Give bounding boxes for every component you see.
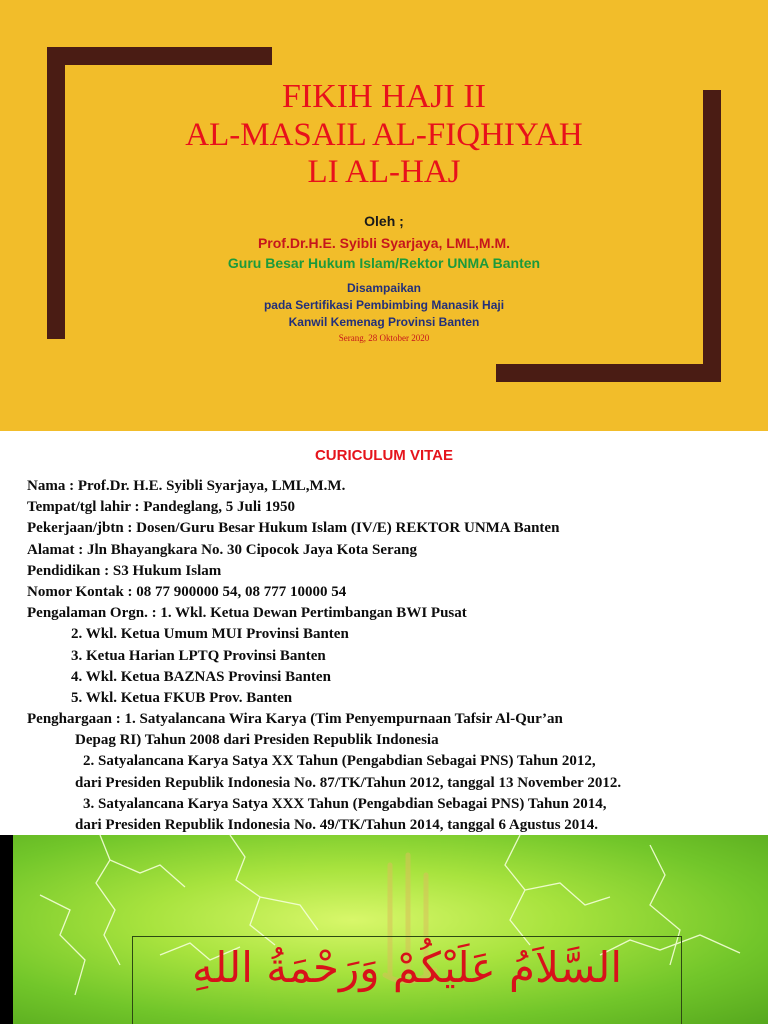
cv-org-5: 5. Wkl. Ketua FKUB Prov. Banten (71, 689, 293, 706)
cv-award-2-cont: dari Presiden Republik Indonesia No. 87/TK/Tahun 2012, tanggal 13 November 2012. (75, 774, 622, 791)
title-line-2: AL-MASAIL AL-FIQHIYAH (185, 117, 583, 153)
cv-award-1-cont: Depag RI) Tahun 2008 dari Presiden Republik Indonesia (75, 732, 439, 749)
event-line-1: pada Sertifikasi Pembimbing Manasik Haji (263, 298, 505, 312)
author-role: Guru Besar Hukum Islam/Rektor UNMA Banten (227, 255, 541, 271)
cv-contact: Nomor Kontak : 08 77 900000 54, 08 777 10000 54 (27, 583, 347, 600)
cv-award-1: Penghargaan : 1. Satyalancana Wira Karya (Tim Penyempurnaan Tafsir Al-Qur’an (27, 711, 563, 728)
cv-award-3-cont: dari Presiden Republik Indonesia No. 49/TK/Tahun 2014, tanggal 6 Agustus 2014. (75, 817, 599, 833)
left-bracket-horizontal (47, 47, 272, 65)
title-line-3: LI AL-HAJ (307, 154, 461, 190)
author-name: Prof.Dr.H.E. Syibli Syarjaya, LML,M.M. (257, 235, 511, 251)
cv-org-4: 4. Wkl. Ketua BAZNAS Provinsi Banten (71, 668, 331, 685)
event-line-2: Kanwil Kemenag Provinsi Banten (288, 315, 480, 329)
cv-lines (27, 476, 762, 836)
right-bracket-horizontal (496, 364, 721, 382)
cv-address: Alamat : Jln Bhayangkara No. 30 Cipocok Jaya Kota Serang (27, 541, 418, 558)
cv-birth: Tempat/tgl lahir : Pandeglang, 5 Juli 1950 (27, 499, 295, 516)
cv-org-1: Pengalaman Orgn. : 1. Wkl. Ketua Dewan Pertimbangan BWI Pusat (27, 605, 467, 622)
cv-occupation: Pekerjaan/jbtn : Dosen/Guru Besar Hukum Islam (IV/E) REKTOR UNMA Banten (27, 520, 560, 537)
cv-award-2: 2. Satyalancana Karya Satya XX Tahun (Pengabdian Sebagai PNS) Tahun 2012, (83, 753, 596, 770)
presented-label: Disampaikan (346, 281, 422, 295)
arabic-greeting: السَّلاَمُ عَلَيْكُمْ وَرَحْمَةُ اللهِ (191, 943, 623, 992)
cv-award-3: 3. Satyalancana Karya Satya XXX Tahun (Pengabdian Sebagai PNS) Tahun 2014, (83, 795, 607, 812)
title-line-1: FIKIH HAJI II (282, 78, 486, 115)
cv-heading: CURICULUM VITAE (314, 447, 454, 464)
by-label: Oleh ; (364, 213, 404, 229)
cv-name: Nama : Prof.Dr. H.E. Syibli Syarjaya, LML,M.M. (27, 478, 346, 494)
cv-education: Pendidikan : S3 Hukum Islam (27, 562, 222, 579)
greeting-slide (0, 835, 768, 1024)
title-slide (0, 0, 768, 431)
cv-slide (0, 431, 768, 835)
place-date: Serang, 28 Oktober 2020 (338, 333, 430, 343)
cv-org-2: 2. Wkl. Ketua Umum MUI Provinsi Banten (71, 626, 349, 643)
cv-org-3: 3. Ketua Harian LPTQ Provinsi Banten (71, 647, 326, 664)
